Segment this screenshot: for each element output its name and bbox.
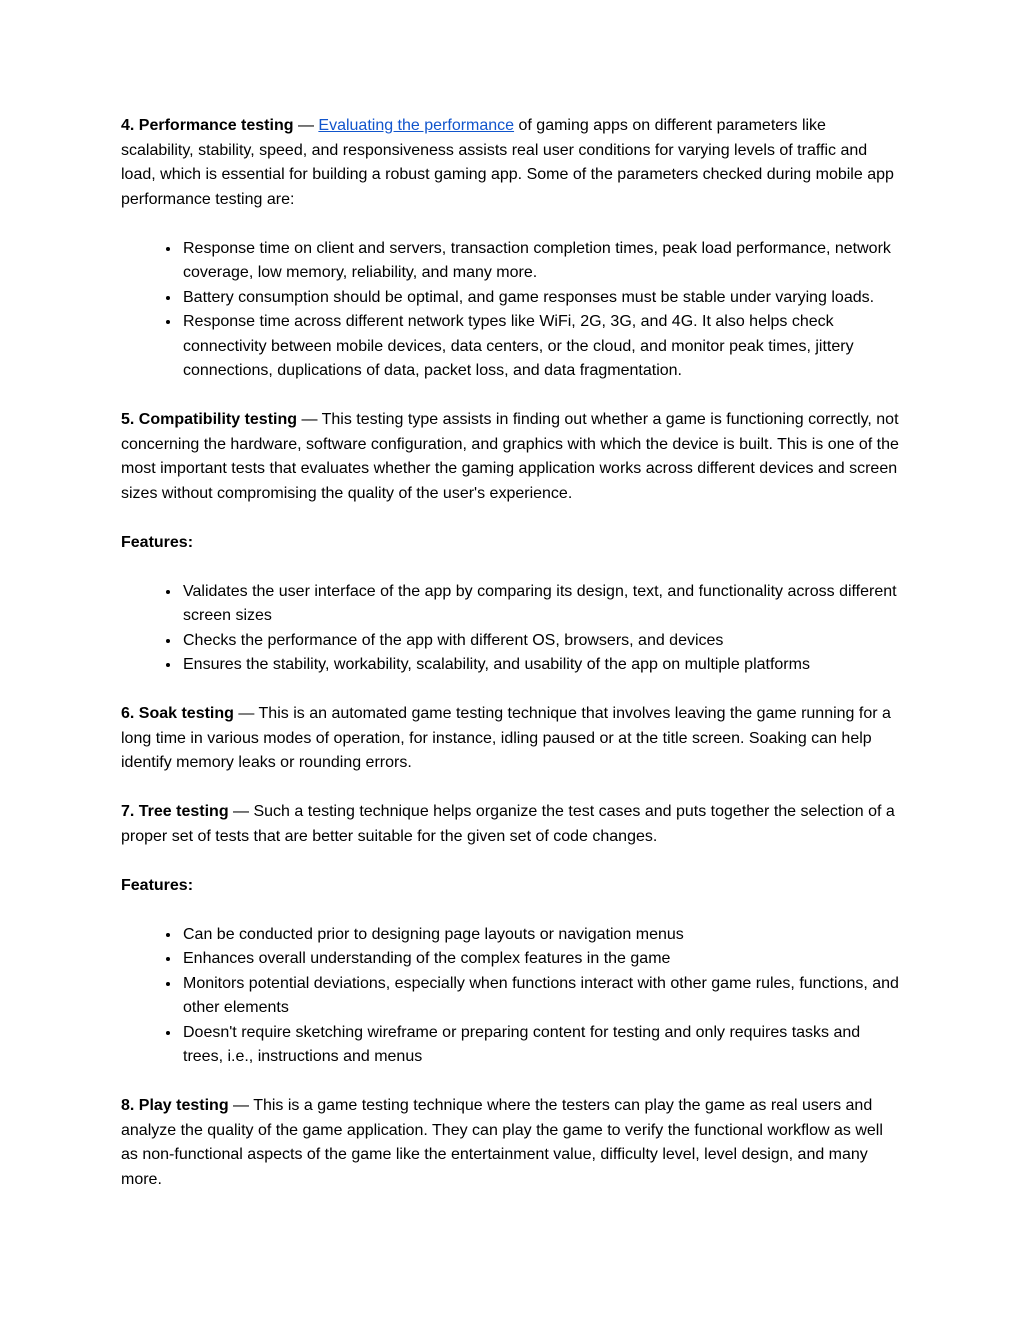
features-label-compatibility: Features: xyxy=(121,533,194,551)
list-item xyxy=(181,310,900,384)
paragraph-body: This is an automated game testing technique that involves leaving the game running for a long time in various modes of operation, for instance, idling paused or at the title screen. Soaking can help identify memory leaks or rounding errors. xyxy=(121,705,891,771)
paragraph-body: This is a game testing technique where the testers can play the game as real users and analyze the quality of the game application. They can play the game to verify the functional workflow as well as non-functional aspects of the game like the entertainment value, difficulty level, level design, and many more. xyxy=(121,1097,883,1188)
performance-bullet-list xyxy=(121,237,900,384)
paragraph-compatibility-testing xyxy=(121,408,900,506)
heading-separator: — xyxy=(233,705,259,722)
list-item-text: Checks the performance of the app with different OS, browsers, and devices xyxy=(183,631,724,649)
section-heading-performance: 4. Performance testing xyxy=(121,117,294,134)
compatibility-feature-list xyxy=(121,580,900,678)
list-item xyxy=(181,923,900,948)
evaluating-performance-link[interactable]: Evaluating the performance xyxy=(318,117,515,134)
list-item-text: Response time across different network types like WiFi, 2G, 3G, and 4G. It also helps check connectivity between mobile devices, data centers, or the cloud, and monitor peak times, jittery connections, duplications of data, packet loss, and data fragmentation. xyxy=(183,313,854,379)
list-item xyxy=(181,580,900,629)
list-item-text: Response time on client and servers, transaction completion times, peak load performance, network coverage, low memory, reliability, and many more. xyxy=(183,239,891,281)
list-item-text: Ensures the stability, workability, scalability, and usability of the app on multiple platforms xyxy=(183,656,810,673)
section-heading-compatibility: 5. Compatibility testing xyxy=(121,411,298,428)
list-item-text: Battery consumption should be optimal, and game responses must be stable under varying loads. xyxy=(183,288,875,306)
section-heading-soak: 6. Soak testing xyxy=(121,705,234,722)
heading-separator: — xyxy=(228,803,254,820)
heading-separator: — xyxy=(228,1097,254,1114)
list-item xyxy=(181,1021,900,1070)
section-heading-tree: 7. Tree testing xyxy=(121,803,229,820)
list-item xyxy=(181,653,900,678)
list-item-text: Doesn't require sketching wireframe or preparing content for testing and only requires tasks and trees, i.e., instructions and menus xyxy=(183,1023,861,1065)
list-item xyxy=(181,972,900,1021)
list-item-text: Enhances overall understanding of the complex features in the game xyxy=(183,950,671,967)
paragraph-body: Such a testing technique helps organize the test cases and puts together the selection of a proper set of tests that are better suitable for the given set of code changes. xyxy=(121,803,895,845)
heading-separator: — xyxy=(297,411,322,428)
paragraph-performance-testing xyxy=(121,114,900,212)
list-item-text: Validates the user interface of the app by comparing its design, text, and functionality across different screen sizes xyxy=(183,582,897,624)
tree-feature-list xyxy=(121,923,900,1070)
list-item xyxy=(181,237,900,286)
list-item xyxy=(181,947,900,972)
list-item-text: Monitors potential deviations, especially when functions interact with other game rules, functions, and other elements xyxy=(183,974,899,1016)
list-item xyxy=(181,629,900,654)
paragraph-body: This testing type assists in finding out whether a game is functioning correctly, not concerning the hardware, software configuration, and graphics with which the device is built. This is one of the most important tests that evaluates whether the gaming application works across different devices and screen sizes without compromising the quality of the user's experience. xyxy=(121,411,899,502)
paragraph-soak-testing xyxy=(121,702,900,776)
paragraph-tree-testing xyxy=(121,800,900,849)
list-item-text: Can be conducted prior to designing page layouts or navigation menus xyxy=(183,925,684,943)
features-label-tree: Features: xyxy=(121,876,194,894)
section-heading-play: 8. Play testing xyxy=(121,1097,229,1114)
list-item xyxy=(181,286,900,311)
paragraph-body: of gaming apps on different parameters like scalability, stability, speed, and responsiveness assists real user conditions for varying levels of traffic and load, which is essential for building a robust gaming app. Some of the parameters checked during mobile app performance testing are: xyxy=(121,117,894,208)
paragraph-play-testing xyxy=(121,1094,900,1192)
heading-separator: — xyxy=(293,117,319,134)
